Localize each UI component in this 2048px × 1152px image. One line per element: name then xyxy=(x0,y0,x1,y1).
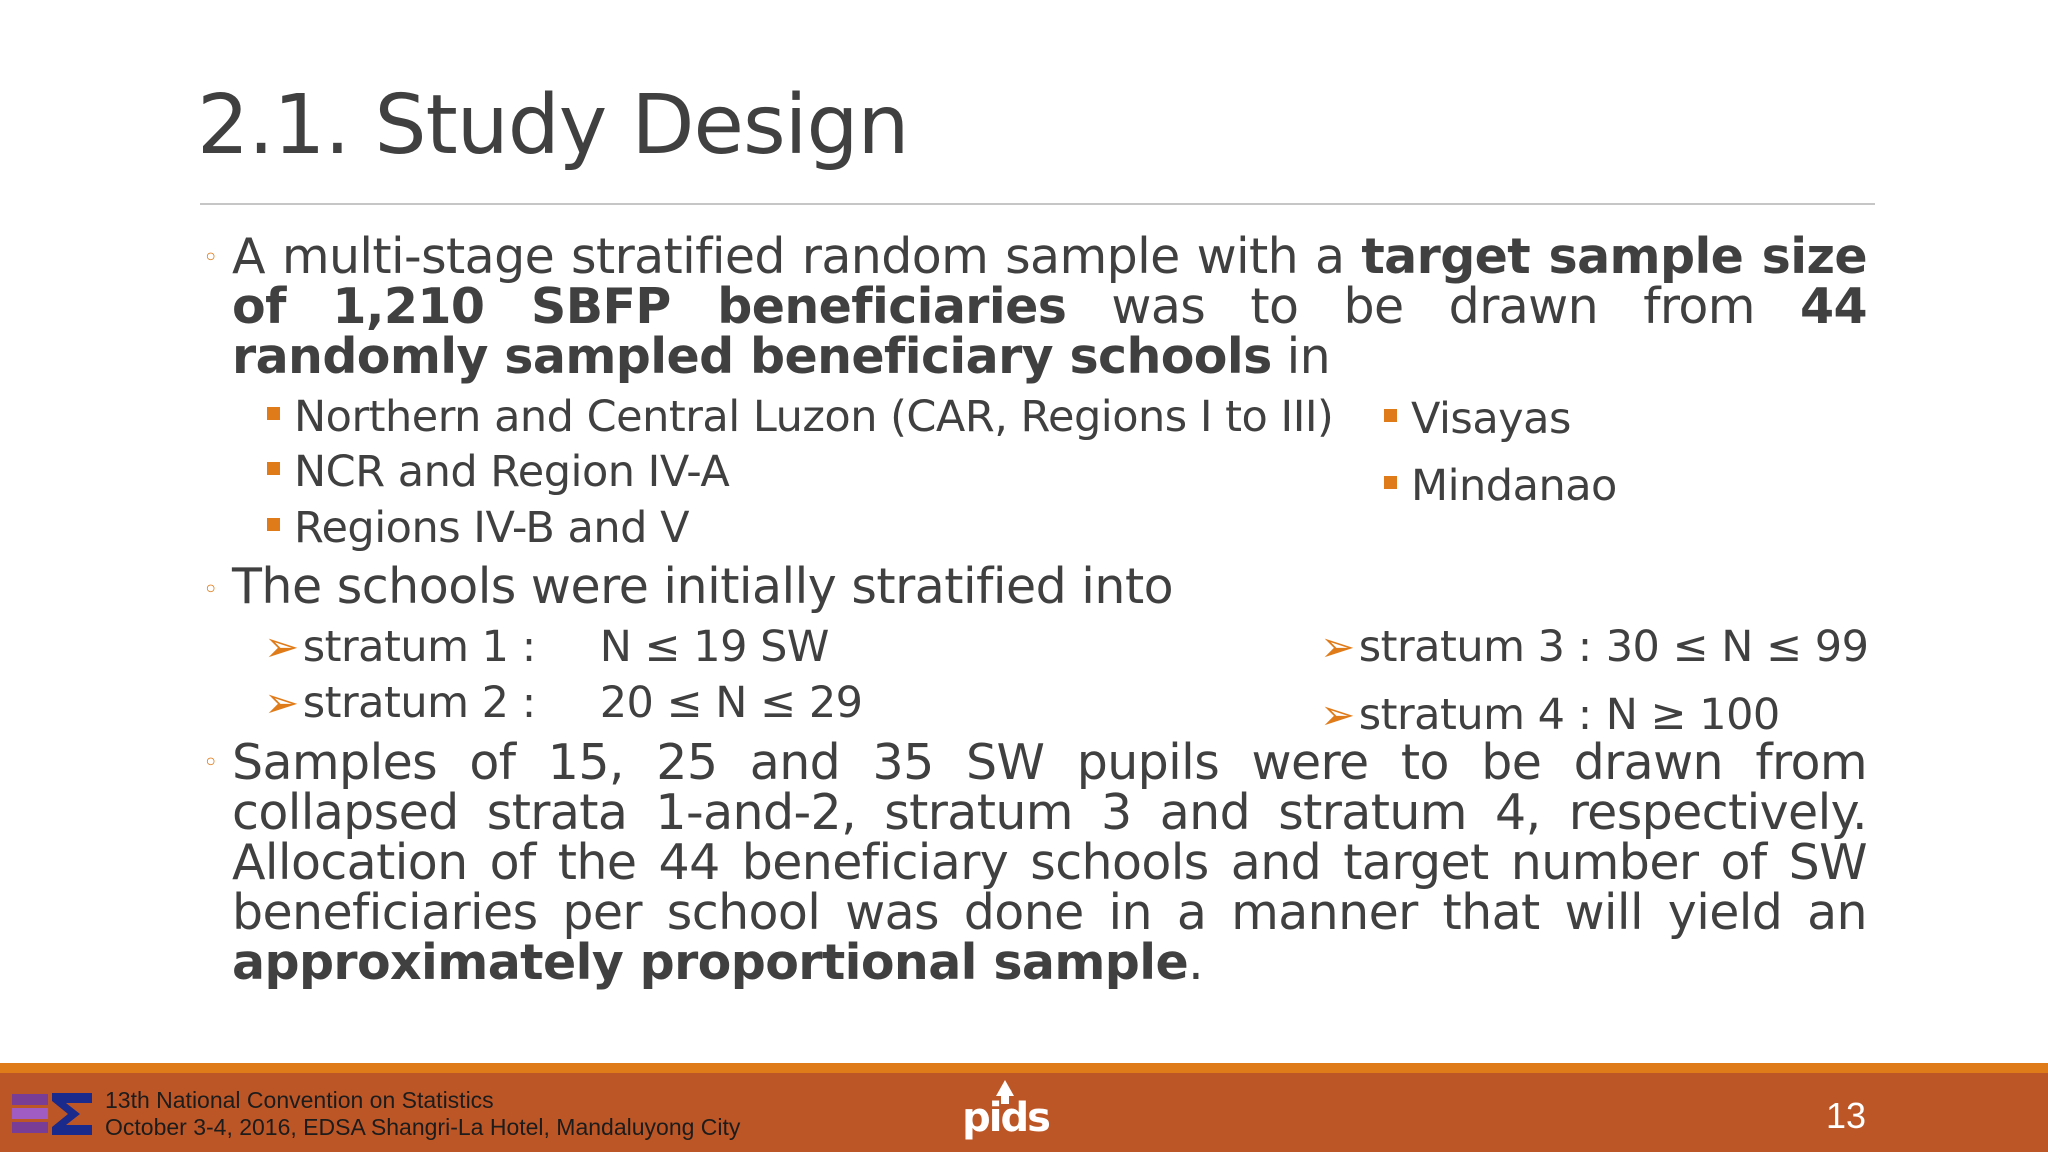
bullet-marker: ◦ xyxy=(203,575,219,605)
stratum-item: ➢stratum 1 : N ≤ 19 SW xyxy=(264,622,829,672)
region-item: Regions IV-B and V xyxy=(294,503,689,553)
stratum-item: ➢stratum 3 : 30 ≤ N ≤ 99 xyxy=(1320,622,1869,672)
square-bullet-icon xyxy=(267,518,280,531)
stratum-item: ➢stratum 4 : N ≥ 100 xyxy=(1320,690,1780,740)
sigma-logo-icon xyxy=(12,1090,94,1138)
bullet-stratification: The schools were initially stratified into xyxy=(232,558,1174,615)
stratum-item: ➢stratum 2 : 20 ≤ N ≤ 29 xyxy=(264,678,863,728)
pids-logo-text: pids xyxy=(962,1095,1049,1141)
footer-accent-strip xyxy=(0,1063,2048,1073)
square-bullet-icon xyxy=(1384,476,1397,489)
region-item: NCR and Region IV-A xyxy=(294,447,730,497)
region-item: Northern and Central Luzon (CAR, Regions I to III) xyxy=(294,392,1334,442)
bullet-marker: ◦ xyxy=(203,748,219,778)
bullet-sample-allocation: Samples of 15, 25 and 35 SW pupils were to be drawn from collapsed strata 1-and-2, stratum 3 and stratum 4, respectively. Allocation of the 44 beneficiary schools and target number of SW beneficiaries per school was done in a manner that will yield an approximately proportional sample. xyxy=(232,734,1867,991)
convention-logo xyxy=(12,1090,94,1138)
page-number: 13 xyxy=(1826,1095,1867,1136)
title-divider xyxy=(200,203,1875,205)
arrow-bullet-icon: ➢ xyxy=(264,622,299,671)
footer-venue-date: October 3-4, 2016, EDSA Shangri-La Hotel, Mandaluyong City xyxy=(105,1114,741,1140)
slide-title: 2.1. Study Design xyxy=(197,78,909,173)
bullet-sample-design: A multi-stage stratified random sample with a target sample size of 1,210 SBFP beneficiaries was to be drawn from 44 randomly sampled beneficiary schools in xyxy=(232,228,1867,385)
arrow-bullet-icon: ➢ xyxy=(1320,690,1355,739)
arrow-bullet-icon: ➢ xyxy=(1320,622,1355,671)
pids-logo xyxy=(948,1078,1063,1140)
arrow-bullet-icon: ➢ xyxy=(264,678,299,727)
bullet-marker: ◦ xyxy=(203,243,219,273)
footer-convention-name: 13th National Convention on Statistics xyxy=(105,1087,494,1113)
region-item: Visayas xyxy=(1411,394,1571,444)
square-bullet-icon xyxy=(267,462,280,475)
region-item: Mindanao xyxy=(1411,461,1617,511)
square-bullet-icon xyxy=(1384,409,1397,422)
square-bullet-icon xyxy=(267,407,280,420)
